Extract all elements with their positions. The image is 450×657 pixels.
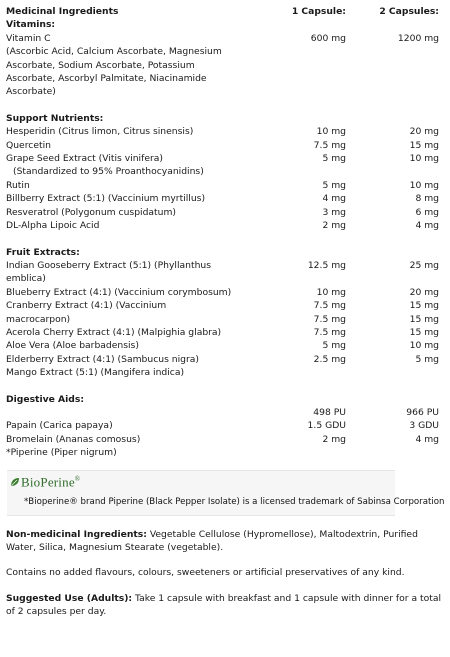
amount-1-capsule: 2 mg [322, 220, 346, 232]
amount-2-capsules: 8 mg [415, 193, 439, 205]
section-digestive-aids [6, 393, 445, 460]
ingredient-row [6, 353, 445, 366]
ingredient-row [6, 192, 445, 205]
ingredient-row [6, 299, 445, 312]
ingredient-row [6, 139, 445, 152]
amount-1-capsule: 2.5 mg [313, 353, 346, 365]
amount-2-capsules: 10 mg [409, 340, 439, 352]
ingredient-row [6, 272, 445, 285]
ingredient-name: Ascorbate) [6, 86, 56, 98]
section-vitamins [6, 18, 445, 98]
section-title: Fruit Extracts: [6, 246, 80, 258]
amount-2-capsules: 15 mg [409, 326, 439, 338]
ingredient-name: Cranberry Extract (4:1) (Vaccinium [6, 300, 167, 312]
amount-1-capsule: 5 mg [322, 153, 346, 165]
table-header [6, 5, 445, 18]
amount-1-capsule: 4 mg [322, 193, 346, 205]
ingredient-name: Bromelain (Ananas comosus) [6, 433, 141, 445]
amount-1-capsule: 1.5 GDU [307, 420, 346, 432]
amount-1-capsule: 10 mg [316, 126, 346, 138]
ingredient-row [6, 259, 445, 272]
ingredient-name: Ascorbate, Sodium Ascorbate, Potassium [6, 59, 195, 71]
bioperine-logo [10, 473, 80, 489]
ingredient-name: DL-Alpha Lipoic Acid [6, 220, 100, 232]
amount-1-capsule: 10 mg [316, 286, 346, 298]
amount-2-capsules: 6 mg [415, 206, 439, 218]
amount-2-capsules: 3 GDU [409, 420, 439, 432]
header-1-capsule: 1 Capsule: [291, 6, 346, 17]
amount-2-capsules: 15 mg [409, 300, 439, 312]
non-medicinal-label: Non-medicinal Ingredients: [6, 528, 147, 540]
ingredient-name: Quercetin [6, 139, 51, 151]
amount-2-capsules: 20 mg [409, 126, 439, 138]
amount-1-capsule: 600 mg [310, 32, 346, 44]
section-title: Support Nutrients: [6, 112, 104, 124]
ingredient-row [6, 165, 445, 178]
amount-1-capsule: 498 PU [313, 406, 346, 418]
bioperine-logo-text: BioPerine [21, 473, 75, 489]
registered-mark: ® [74, 474, 81, 483]
ingredient-name: Elderberry Extract (4:1) (Sambucus nigra) [6, 353, 199, 365]
amount-1-capsule: 7.5 mg [313, 313, 346, 325]
amount-2-capsules: 4 mg [415, 433, 439, 445]
ingredient-name: Papain (Carica papaya) [6, 420, 113, 432]
amount-1-capsule: 2 mg [322, 433, 346, 445]
ingredient-row [6, 406, 445, 419]
amount-1-capsule: 7.5 mg [313, 300, 346, 312]
amount-2-capsules: 25 mg [409, 259, 439, 271]
ingredient-name: Ascorbate, Ascorbyl Palmitate, Niacinamide [6, 73, 207, 85]
ingredient-row [6, 366, 445, 379]
ingredient-name: emblica) [6, 273, 46, 285]
amount-1-capsule: 7.5 mg [313, 139, 346, 151]
ingredient-name: Blueberry Extract (4:1) (Vaccinium corymbosum) [6, 286, 232, 298]
ingredient-name: (Standardized to 95% Proanthocyanidins) [13, 166, 204, 178]
header-2-capsules: 2 Capsules: [379, 6, 439, 17]
amount-1-capsule: 5 mg [322, 340, 346, 352]
leaf-icon [10, 477, 20, 487]
ingredient-row [6, 326, 445, 339]
non-medicinal-text: Vegetable Cellulose (Hypromellose), Maltodextrin, Purified Water, Silica, Magnesium Stearate (vegetable). [6, 528, 418, 553]
ingredient-name: (Ascorbic Acid, Calcium Ascorbate, Magnesium [6, 46, 222, 58]
ingredient-name: Mango Extract (5:1) (Mangifera indica) [6, 367, 185, 379]
amount-2-capsules: 15 mg [409, 313, 439, 325]
non-medicinal-ingredients [6, 528, 445, 555]
amount-2-capsules: 4 mg [415, 220, 439, 232]
header-ingredients: Medicinal Ingredients [6, 6, 119, 17]
amount-1-capsule: 3 mg [322, 206, 346, 218]
ingredient-row [6, 433, 445, 446]
ingredient-row [6, 45, 445, 58]
suggested-use-label: Suggested Use (Adults): [6, 592, 133, 604]
ingredient-name: Indian Gooseberry Extract (5:1) (Phyllanthus [6, 259, 212, 271]
ingredient-row [6, 152, 445, 165]
ingredient-name: Acerola Cherry Extract (4:1) (Malpighia glabra) [6, 326, 222, 338]
ingredient-name: Aloe Vera (Aloe barbadensis) [6, 340, 139, 352]
trademark-notice: *Bioperine® brand Piperine (Black Pepper Isolate) is a licensed trademark of Sabinsa Corporation [24, 496, 445, 507]
ingredient-row [6, 179, 445, 192]
suggested-use-text: Take 1 capsule with breakfast and 1 capsule with dinner for a total of 2 capsules per day. [6, 592, 442, 618]
amount-1-capsule: 12.5 mg [307, 259, 346, 271]
section-support-nutrients [6, 112, 445, 233]
ingredient-row [6, 32, 445, 45]
ingredient-row [6, 85, 445, 98]
ingredient-name: Vitamin C [6, 32, 51, 44]
amount-2-capsules: 966 PU [406, 406, 439, 418]
section-title: Digestive Aids: [6, 393, 84, 405]
ingredient-name: Hesperidin (Citrus limon, Citrus sinensis) [6, 126, 194, 138]
ingredient-row [6, 59, 445, 72]
ingredient-row [6, 72, 445, 85]
amount-2-capsules: 20 mg [409, 286, 439, 298]
ingredient-name: macrocarpon) [6, 313, 71, 325]
ingredient-row [6, 339, 445, 352]
ingredient-row [6, 313, 445, 326]
contains-statement: Contains no added flavours, colours, sweeteners or artificial preservatives of any kind. [6, 567, 405, 579]
section-title: Vitamins: [6, 19, 56, 31]
bioperine-banner [7, 470, 445, 516]
amount-2-capsules: 5 mg [415, 353, 439, 365]
ingredient-name: *Piperine (Piper nigrum) [6, 447, 117, 459]
suggested-use [6, 592, 445, 619]
amount-2-capsules: 10 mg [409, 153, 439, 165]
ingredient-name: Resveratrol (Polygonum cuspidatum) [6, 206, 177, 218]
ingredient-name: Billberry Extract (5:1) (Vaccinium myrtillus) [6, 193, 206, 205]
amount-2-capsules: 10 mg [409, 179, 439, 191]
ingredient-row [6, 419, 445, 432]
ingredient-row [6, 206, 445, 219]
amount-2-capsules: 15 mg [409, 139, 439, 151]
ingredient-name: Rutin [6, 179, 30, 191]
section-fruit-extracts [6, 246, 445, 380]
amount-1-capsule: 7.5 mg [313, 326, 346, 338]
amount-1-capsule: 5 mg [322, 179, 346, 191]
ingredient-row [6, 286, 445, 299]
amount-2-capsules: 1200 mg [397, 32, 439, 44]
ingredient-row [6, 446, 445, 459]
ingredient-row [6, 219, 445, 232]
ingredient-row [6, 125, 445, 138]
ingredient-name: Grape Seed Extract (Vitis vinifera) [6, 153, 163, 165]
